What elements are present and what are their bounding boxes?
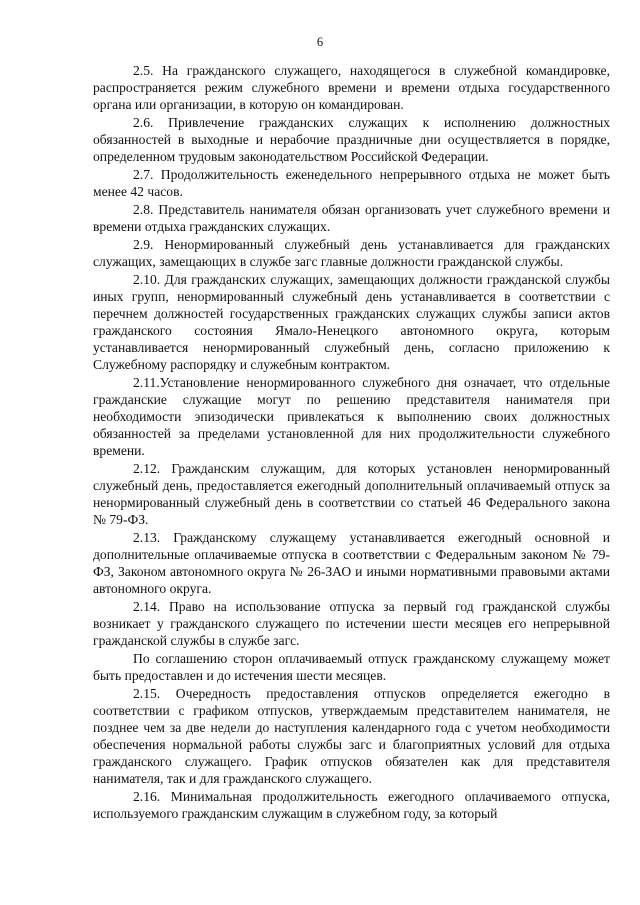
paragraph-2-7: 2.7. Продолжительность еженедельного непрерывного отдыха не может быть менее 42 часов. xyxy=(93,167,610,199)
paragraph-2-8: 2.8. Представитель нанимателя обязан организовать учет служебного времени и времени отдыха гражданских служащих. xyxy=(93,202,610,234)
paragraph-2-11: 2.11.Установление ненормированного служебного дня означает, что отдельные гражданские служащие могут по решению представителя нанимателя при необходимости эпизодически привлекаться к выполнению своих должностных обязанностей за пределами установленной для них продолжительности служебного времени. xyxy=(93,375,610,458)
paragraph-2-12: 2.12. Гражданским служащим, для которых установлен ненормированный служебный день, предоставляется ежегодный дополнительный оплачиваемый отпуск за ненормированный служебный день в соответствии со статьей 46 Федерального закона № 79-ФЗ. xyxy=(93,461,610,527)
paragraph-2-6: 2.6. Привлечение гражданских служащих к исполнению должностных обязанностей в выходные и нерабочие праздничные дни осуществляется в порядке, определенном трудовым законодательством Российской Федерации. xyxy=(93,115,610,164)
paragraph-2-10: 2.10. Для гражданских служащих, замещающих должности гражданской службы иных групп, ненормированный служебный день устанавливается в соответствии с перечнем должностей государственных гражданских служащих службы записи актов гражданского состояния Ямало-Ненецкого автономного округа, которым устанавливается ненормированный служебный день, согласно приложению к Служебному распорядку и служебным контрактом. xyxy=(93,272,610,372)
paragraph-2-13: 2.13. Гражданскому служащему устанавливается ежегодный основной и дополнительные оплачиваемые отпуска в соответствии с Федеральным законом № 79-ФЗ, Законом автономного округа № 26-ЗАО и иными нормативными правовыми актами автономного округа. xyxy=(93,530,610,596)
paragraph-2-9: 2.9. Ненормированный служебный день устанавливается для гражданских служащих, замещающих в службе загс главные должности гражданской службы. xyxy=(93,237,610,269)
paragraph-2-5: 2.5. На гражданского служащего, находящегося в служебной командировке, распространяется режим служебного времени и времени отдыха государственного органа или организации, в которую он командирован. xyxy=(93,63,610,112)
paragraph-2-15: 2.15. Очередность предоставления отпусков определяется ежегодно в соответствии с графиком отпусков, утверждаемым представителем нанимателя, не позднее чем за две недели до наступления календарного года с учетом необходимости обеспечения нормальной работы службы загс и благоприятных условий для отдыха гражданского служащего. График отпусков обязателен как для представителя нанимателя, так и для гражданского служащего. xyxy=(93,686,610,786)
paragraph-2-16: 2.16. Минимальная продолжительность ежегодного оплачиваемого отпуска, используемого гражданским служащим в служебном году, за который xyxy=(93,789,610,821)
paragraph-2-14-agreement: По соглашению сторон оплачиваемый отпуск гражданскому служащему может быть предоставлен и до истечения шести месяцев. xyxy=(93,651,610,683)
paragraph-2-14: 2.14. Право на использование отпуска за первый год гражданской службы возникает у гражданского служащего по истечении шести месяцев его непрерывной гражданской службы в службе загс. xyxy=(93,599,610,648)
document-body xyxy=(93,62,610,823)
page-number: 6 xyxy=(316,35,324,49)
